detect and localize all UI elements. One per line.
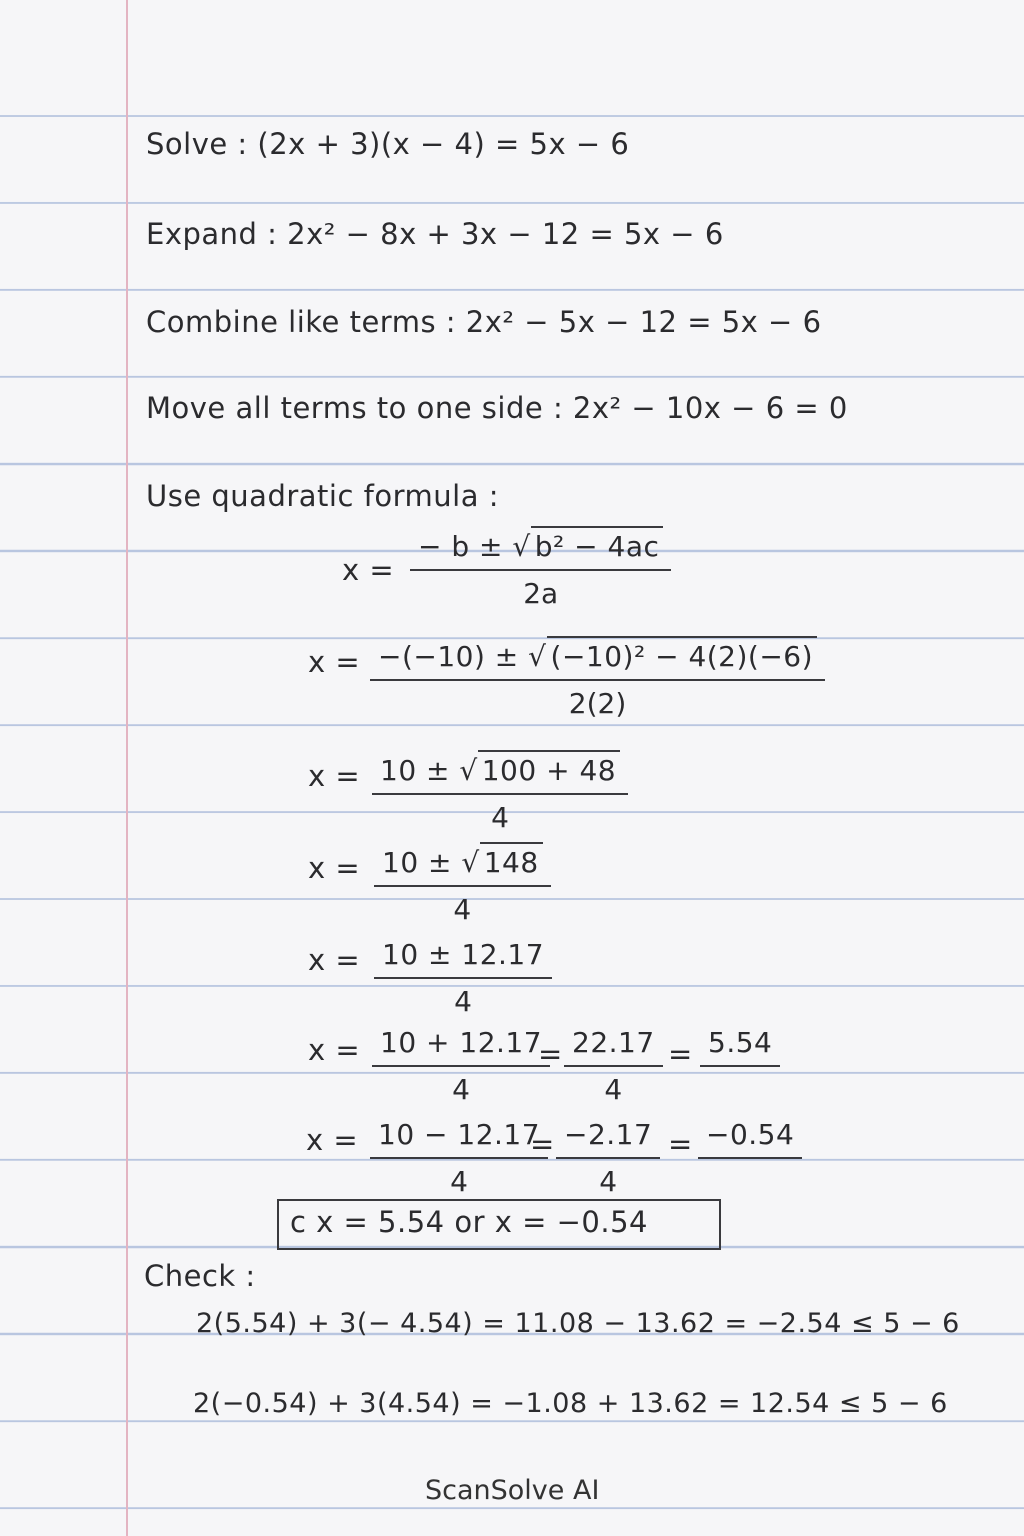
step2-lhs: x =: [308, 759, 361, 793]
step5-result: 5.54: [708, 1026, 773, 1059]
step2-num-prefix: 10 ± √: [380, 754, 478, 787]
step3-lhs: x =: [308, 851, 361, 885]
formula-lhs: x =: [342, 553, 395, 587]
step5-fraction1: [372, 1026, 550, 1106]
answer-text: c x = 5.54 or x = −0.54: [290, 1205, 648, 1239]
step5-den2: 4: [564, 1065, 663, 1106]
step6-eq1: =: [530, 1127, 555, 1161]
step5-num1: 10 + 12.17: [380, 1026, 543, 1059]
step4-fraction: [374, 938, 552, 1018]
formula-num-prefix: − b ± √: [418, 530, 531, 563]
step4-denominator: 4: [374, 977, 552, 1018]
step2-denominator: 4: [372, 793, 628, 834]
formula-fraction: [410, 530, 671, 610]
step6-num2: −2.17: [564, 1118, 653, 1151]
step5-fraction2: [564, 1026, 663, 1106]
check-line-1: 2(5.54) + 3(− 4.54) = 11.08 − 13.62 = −2.54 ≤ 5 − 6: [196, 1308, 960, 1339]
step3-radicand: 148: [480, 842, 543, 879]
step5-lhs: x =: [308, 1033, 361, 1067]
step6-result-frac: [698, 1118, 802, 1165]
step1-fraction: [370, 640, 825, 720]
step2-radicand: 100 + 48: [478, 750, 620, 787]
step4-lhs: x =: [308, 943, 361, 977]
step5-eq2: =: [668, 1037, 693, 1071]
step5-result-frac: [700, 1026, 780, 1073]
step3-num-prefix: 10 ± √: [382, 846, 480, 879]
step1-lhs: x =: [308, 645, 361, 679]
footer-brand: ScanSolve AI: [425, 1475, 600, 1506]
solve-line: Solve : (2x + 3)(x − 4) = 5x − 6: [146, 127, 630, 161]
step3-fraction: [374, 846, 551, 926]
step5-eq1: =: [538, 1037, 563, 1071]
check-line-2: 2(−0.54) + 3(4.54) = −1.08 + 13.62 = 12.54 ≤ 5 − 6: [193, 1388, 948, 1419]
formula-radicand: b² − 4ac: [531, 526, 664, 563]
step2-fraction: [372, 754, 628, 834]
step1-num-prefix: −(−10) ± √: [378, 640, 547, 673]
step3-denominator: 4: [374, 885, 551, 926]
step1-denominator: 2(2): [370, 679, 825, 720]
step5-num2: 22.17: [572, 1026, 655, 1059]
formula-label: Use quadratic formula :: [146, 479, 499, 513]
step1-radicand: (−10)² − 4(2)(−6): [547, 636, 818, 673]
step6-fraction2: [556, 1118, 660, 1198]
margin-line: [126, 0, 128, 1536]
step5-den1: 4: [372, 1065, 550, 1106]
step6-lhs: x =: [306, 1123, 359, 1157]
step6-eq2: =: [668, 1127, 693, 1161]
step6-den2: 4: [556, 1157, 660, 1198]
expand-line: Expand : 2x² − 8x + 3x − 12 = 5x − 6: [146, 217, 724, 251]
check-label: Check :: [144, 1259, 256, 1293]
step6-result: −0.54: [706, 1118, 795, 1151]
step6-num1: 10 − 12.17: [378, 1118, 541, 1151]
combine-line: Combine like terms : 2x² − 5x − 12 = 5x − 6: [146, 305, 822, 339]
step6-fraction1: [370, 1118, 548, 1198]
step6-den1: 4: [370, 1157, 548, 1198]
step4-numerator: 10 ± 12.17: [382, 938, 545, 971]
formula-denominator: 2a: [410, 569, 671, 610]
move-line: Move all terms to one side : 2x² − 10x − 6 = 0: [146, 391, 848, 425]
